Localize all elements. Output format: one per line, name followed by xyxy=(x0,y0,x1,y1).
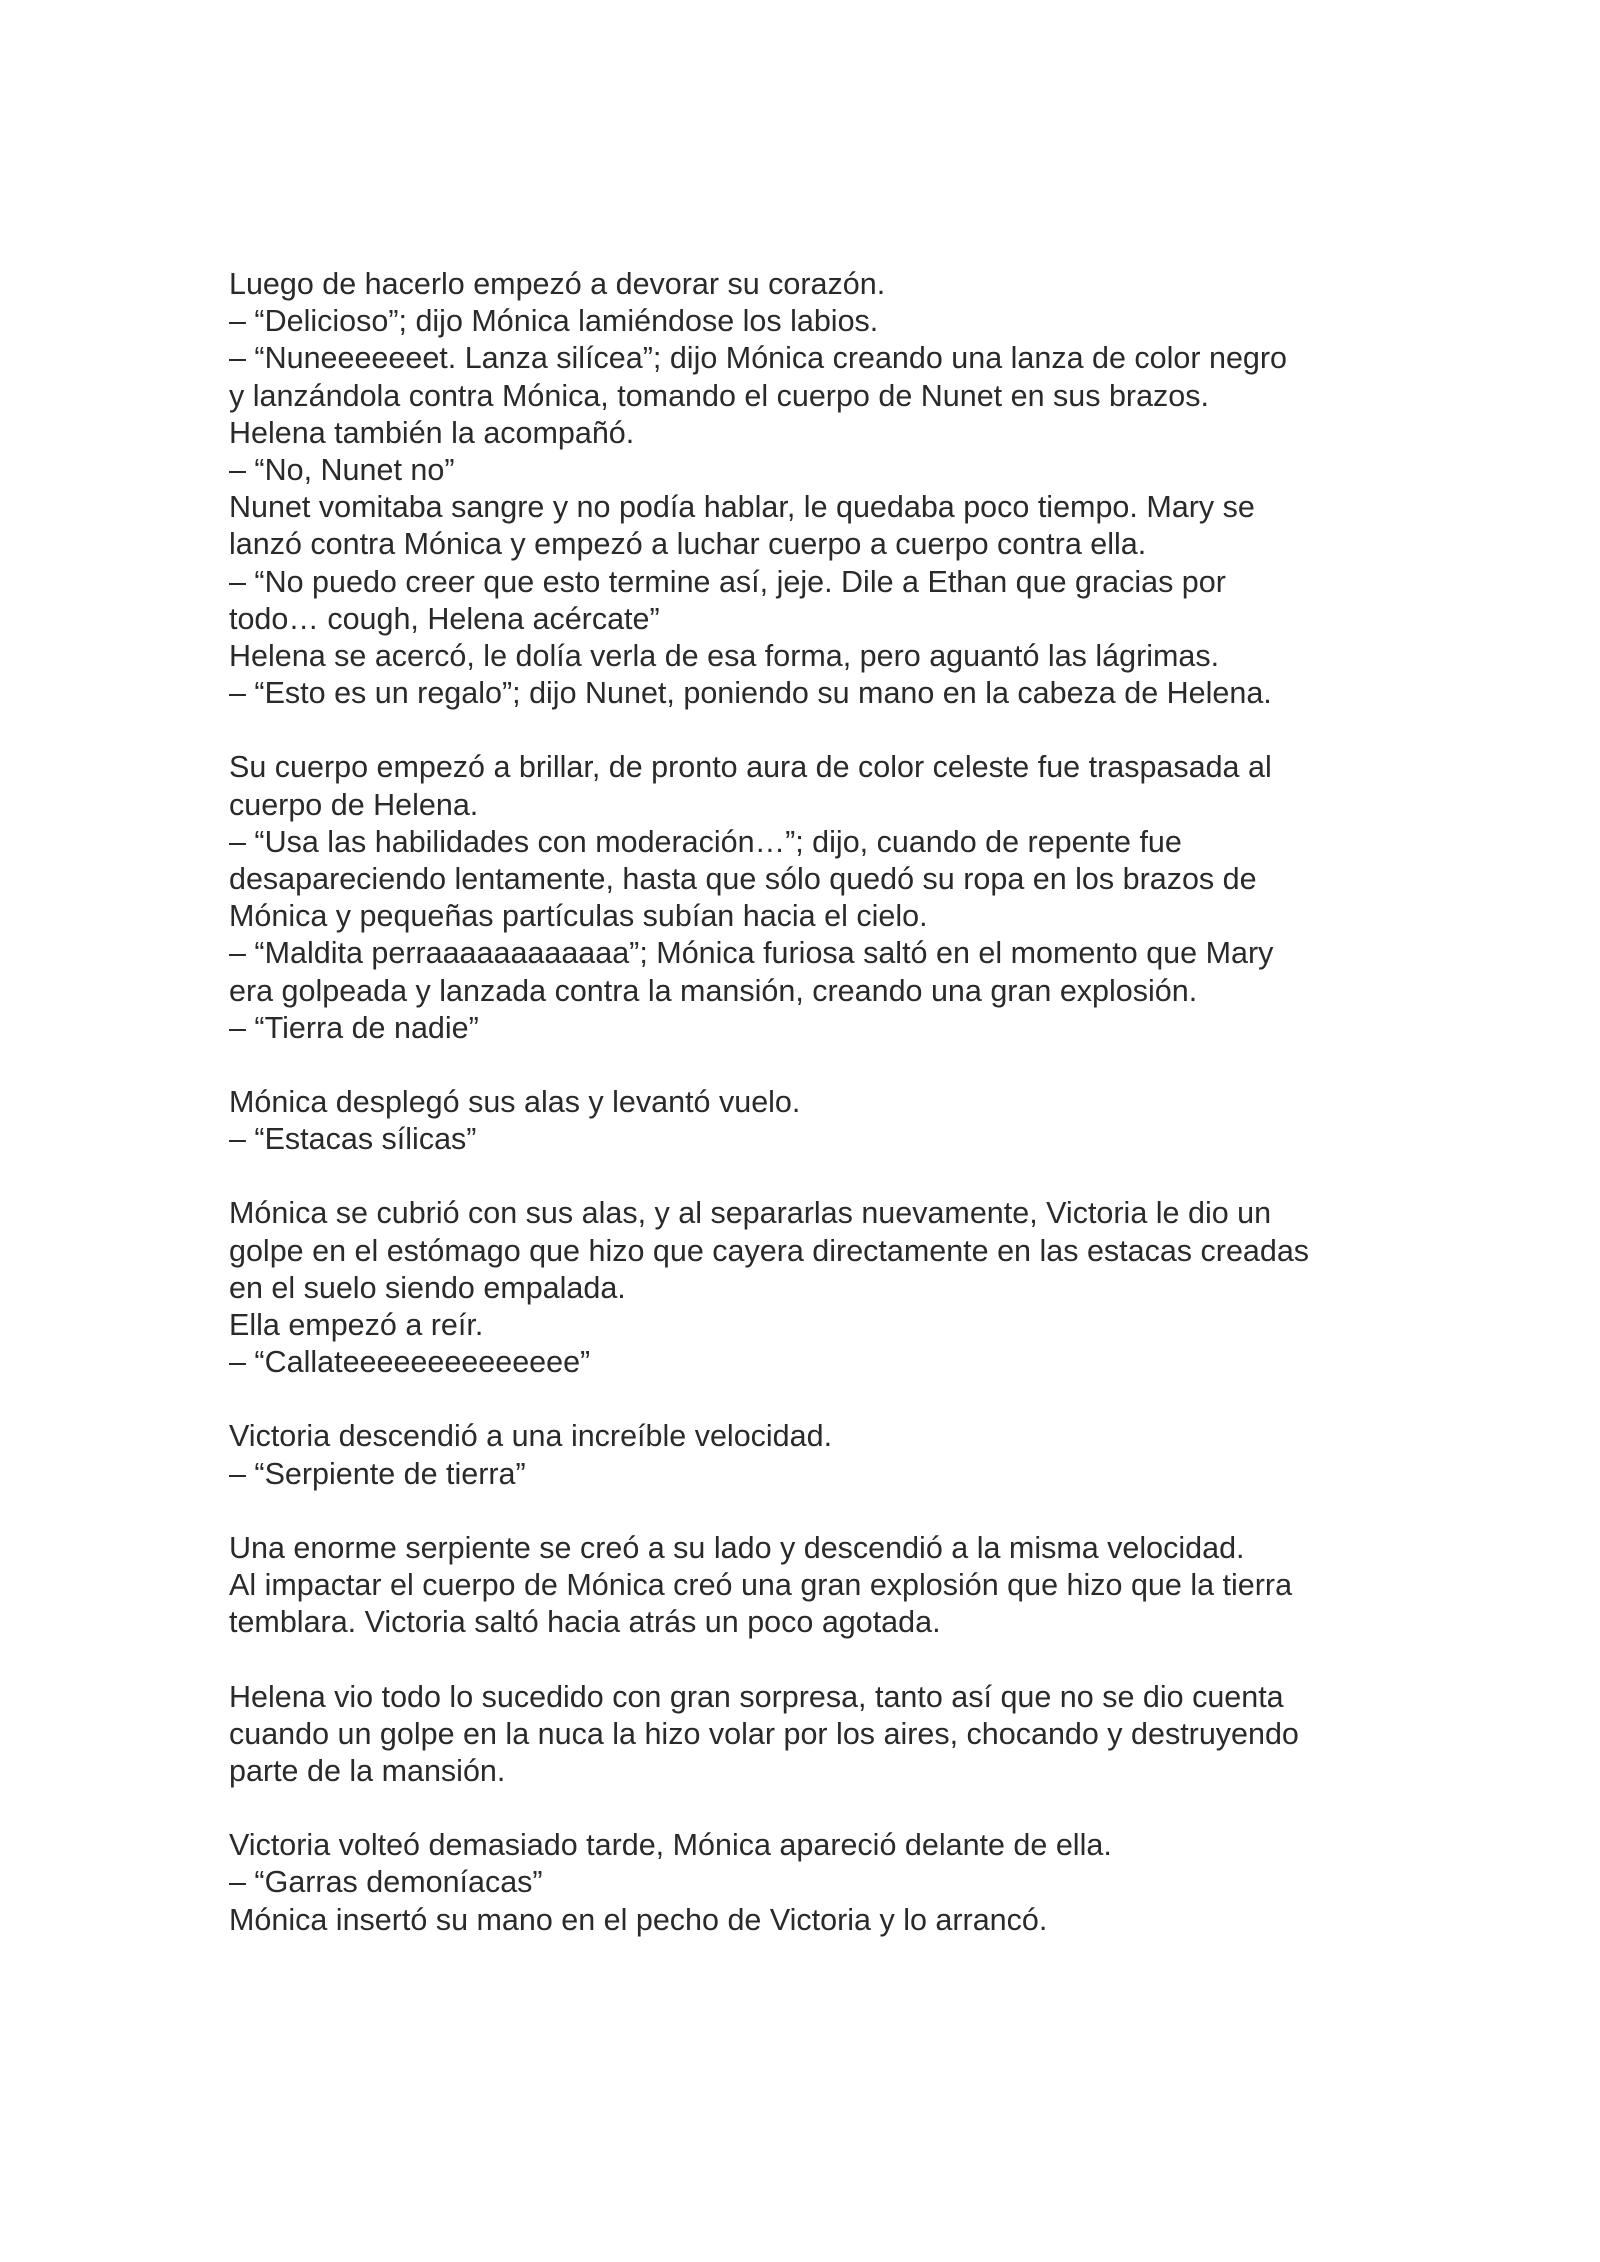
text-line: temblara. Victoria saltó hacia atrás un poco agotada. xyxy=(229,1605,941,1640)
text-line: Mónica desplegó sus alas y levantó vuelo. xyxy=(229,1085,801,1120)
text-line: – “Tierra de nadie” xyxy=(229,1010,479,1045)
text-line: Victoria descendió a una increíble velocidad. xyxy=(229,1419,833,1454)
text-line: Ella empezó a reír. xyxy=(229,1308,484,1343)
text-line: parte de la mansión. xyxy=(229,1753,506,1788)
text-line: Helena vio todo lo sucedido con gran sorpresa, tanto así que no se dio cuenta xyxy=(229,1679,1284,1714)
text-line: Victoria volteó demasiado tarde, Mónica apareció delante de ella. xyxy=(229,1828,1112,1863)
text-line: Mónica insertó su mano en el pecho de Victoria y lo arrancó. xyxy=(229,1902,1048,1937)
text-line: – “Estacas sílicas” xyxy=(229,1122,477,1157)
text-line: – “Usa las habilidades con moderación…”; dijo, cuando de repente fue xyxy=(229,824,1182,859)
paragraph-1 xyxy=(229,266,1389,712)
paragraph-7 xyxy=(229,1679,1389,1791)
text-line: – “Callateeeeeeeeeeeeee” xyxy=(229,1345,591,1380)
text-line: – “Garras demoníacas” xyxy=(229,1865,543,1900)
text-line: Mónica y pequeñas partículas subían hacia el cielo. xyxy=(229,899,928,934)
text-line: golpe en el estómago que hizo que cayera directamente en las estacas creadas xyxy=(229,1233,1310,1268)
paragraph-4 xyxy=(229,1195,1389,1381)
text-line: Helena también la acompañó. xyxy=(229,415,635,450)
paragraph-6 xyxy=(229,1530,1389,1642)
text-line: – “Nuneeeeeeet. Lanza silícea”; dijo Mónica creando una lanza de color negro xyxy=(229,341,1288,376)
paragraph-2 xyxy=(229,749,1389,1047)
text-line: Nunet vomitaba sangre y no podía hablar, le quedaba poco tiempo. Mary se xyxy=(229,490,1255,525)
text-line: Una enorme serpiente se creó a su lado y descendió a la misma velocidad. xyxy=(229,1530,1245,1565)
text-line: era golpeada y lanzada contra la mansión, creando una gran explosión. xyxy=(229,973,1198,1008)
text-line: Al impactar el cuerpo de Mónica creó una gran explosión que hizo que la tierra xyxy=(229,1568,1293,1603)
text-line: – “Maldita perraaaaaaaaaaaa”; Mónica furiosa saltó en el momento que Mary xyxy=(229,936,1274,971)
text-line: – “Serpiente de tierra” xyxy=(229,1456,526,1491)
text-line: Su cuerpo empezó a brillar, de pronto aura de color celeste fue traspasada al xyxy=(229,750,1272,785)
text-line: lanzó contra Mónica y empezó a luchar cuerpo a cuerpo contra ella. xyxy=(229,527,1147,562)
text-line: – “No, Nunet no” xyxy=(229,453,455,488)
paragraph-5 xyxy=(229,1418,1389,1492)
text-line: – “Delicioso”; dijo Mónica lamiéndose los labios. xyxy=(229,304,879,339)
text-line: y lanzándola contra Mónica, tomando el cuerpo de Nunet en sus brazos. xyxy=(229,378,1209,413)
paragraph-3 xyxy=(229,1084,1389,1158)
document-body xyxy=(229,266,1389,1939)
text-line: cuerpo de Helena. xyxy=(229,787,479,822)
paragraph-8 xyxy=(229,1827,1389,1939)
text-line: – “No puedo creer que esto termine así, jeje. Dile a Ethan que gracias por xyxy=(229,564,1226,599)
text-line: – “Esto es un regalo”; dijo Nunet, poniendo su mano en la cabeza de Helena. xyxy=(229,676,1272,711)
text-line: Helena se acercó, le dolía verla de esa forma, pero aguantó las lágrimas. xyxy=(229,639,1220,674)
text-line: desapareciendo lentamente, hasta que sólo quedó su ropa en los brazos de xyxy=(229,862,1257,897)
text-line: Luego de hacerlo empezó a devorar su corazón. xyxy=(229,267,886,301)
text-line: cuando un golpe en la nuca la hizo volar por los aires, chocando y destruyendo xyxy=(229,1716,1299,1751)
text-line: todo… cough, Helena acércate” xyxy=(229,601,660,636)
text-line: Mónica se cubrió con sus alas, y al separarlas nuevamente, Victoria le dio un xyxy=(229,1196,1272,1231)
text-line: en el suelo siendo empalada. xyxy=(229,1270,626,1305)
